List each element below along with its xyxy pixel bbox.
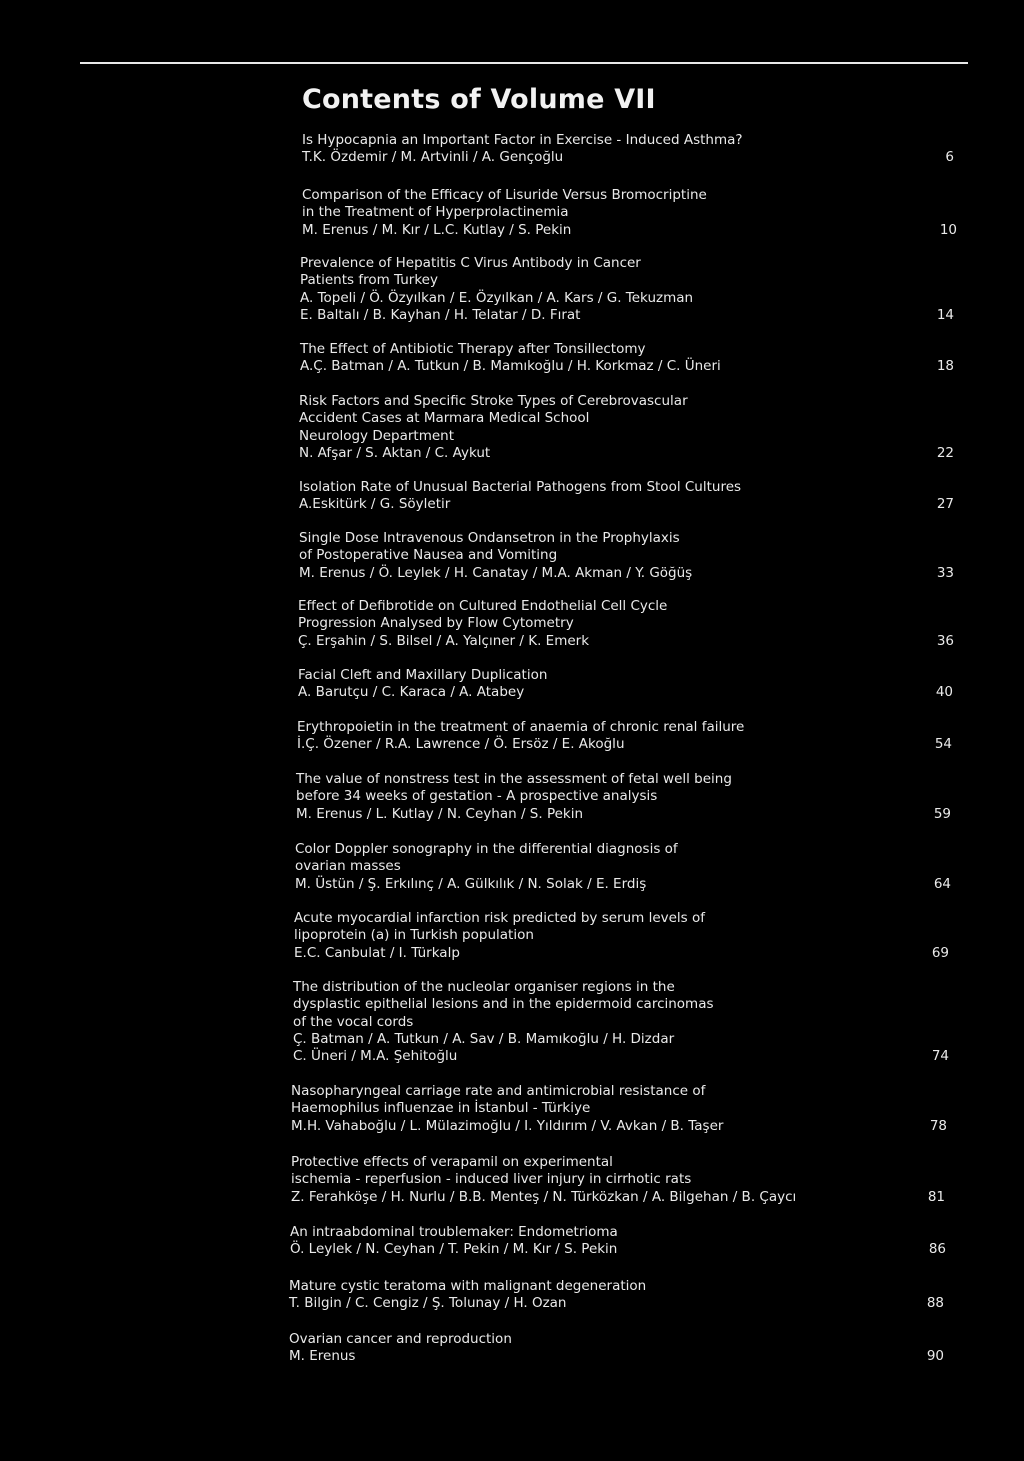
entry-title: The value of nonstress test in the assessment of fetal well being <box>296 771 732 787</box>
toc-entry <box>300 341 954 376</box>
entry-page-number: 64 <box>933 875 951 892</box>
entry-title: Acute myocardial infarction risk predicted by serum levels of <box>294 910 706 926</box>
toc-entry <box>297 719 952 754</box>
entry-authors: A.Ç. Batman / A. Tutkun / B. Mamıkoğlu / H. Korkmaz / C. Üneri <box>300 358 721 375</box>
entry-page-number: 88 <box>926 1295 944 1312</box>
entry-page-number: 90 <box>926 1348 944 1365</box>
entry-authors: T. Bilgin / C. Cengiz / Ş. Tolunay / H. Ozan <box>289 1295 567 1312</box>
toc-entry <box>300 255 954 324</box>
top-rule <box>80 62 968 64</box>
toc-entry <box>289 1278 944 1313</box>
entry-title: The Effect of Antibiotic Therapy after Tonsillectomy <box>300 341 646 357</box>
entry-title: of the vocal cords <box>293 1013 414 1030</box>
entry-title: Risk Factors and Specific Stroke Types of Cerebrovascular <box>299 393 688 409</box>
entry-authors: C. Üneri / M.A. Şehitoğlu <box>293 1048 458 1065</box>
entry-title: Facial Cleft and Maxillary Duplication <box>298 667 548 683</box>
entry-title: lipoprotein (a) in Turkish population <box>294 927 534 944</box>
entry-title: Progression Analysed by Flow Cytometry <box>298 615 574 632</box>
entry-title: Prevalence of Hepatitis C Virus Antibody in Cancer <box>300 255 641 271</box>
entry-authors: M. Erenus / M. Kır / L.C. Kutlay / S. Pekin <box>302 221 572 238</box>
entry-title: ovarian masses <box>295 858 401 875</box>
entry-title: Neurology Department <box>299 427 455 444</box>
entry-authors: Ö. Leylek / N. Ceyhan / T. Pekin / M. Kır / S. Pekin <box>290 1241 618 1258</box>
entry-title: Haemophilus influenzae in İstanbul - Türkiye <box>291 1100 591 1117</box>
entry-authors: İ.Ç. Özener / R.A. Lawrence / Ö. Ersöz / E. Akoğlu <box>297 736 625 753</box>
entry-title: in the Treatment of Hyperprolactinemia <box>302 204 569 221</box>
toc-entry <box>302 187 957 239</box>
entry-page-number: 22 <box>936 444 954 461</box>
entry-authors: E.C. Canbulat / I. Türkalp <box>294 944 460 961</box>
entry-page-number: 10 <box>939 221 957 238</box>
entry-page-number: 18 <box>936 358 954 375</box>
entry-page-number: 6 <box>945 149 954 166</box>
entry-authors: M. Üstün / Ş. Erkılınç / A. Gülkılık / N. Solak / E. Erdiş <box>295 875 647 892</box>
toc-entry <box>290 1224 946 1259</box>
entry-page-number: 27 <box>936 496 954 513</box>
toc-entry <box>293 979 949 1065</box>
entry-title: Color Doppler sonography in the differential diagnosis of <box>295 841 678 857</box>
entry-authors: Ç. Erşahin / S. Bilsel / A. Yalçıner / K. Emerk <box>298 632 590 649</box>
entry-title: before 34 weeks of gestation - A prospective analysis <box>296 788 658 805</box>
entry-authors: A. Topeli / Ö. Özyılkan / E. Özyılkan / A. Kars / G. Tekuzman <box>300 289 694 306</box>
entry-page-number: 14 <box>936 306 954 323</box>
entry-authors: Z. Ferahköşe / H. Nurlu / B.B. Menteş / N. Türközkan / A. Bilgehan / B. Çaycı <box>291 1188 797 1205</box>
entry-authors: M. Erenus / Ö. Leylek / H. Canatay / M.A. Akman / Y. Göğüş <box>299 564 693 581</box>
entry-title: Protective effects of verapamil on experimental <box>291 1154 613 1170</box>
entry-authors: M. Erenus <box>289 1348 356 1365</box>
toc-entry <box>302 132 954 167</box>
entry-title: An intraabdominal troublemaker: Endometrioma <box>290 1224 618 1240</box>
toc-entry <box>299 479 954 514</box>
entry-page-number: 36 <box>936 632 954 649</box>
entry-page-number: 74 <box>931 1048 949 1065</box>
toc-entry <box>291 1083 947 1135</box>
entry-title: Mature cystic teratoma with malignant degeneration <box>289 1278 647 1294</box>
entry-title: Erythropoietin in the treatment of anaemia of chronic renal failure <box>297 719 745 735</box>
entry-authors: E. Baltalı / B. Kayhan / H. Telatar / D. Fırat <box>300 306 581 323</box>
entry-title: Effect of Defibrotide on Cultured Endothelial Cell Cycle <box>298 598 668 614</box>
entry-authors: Ç. Batman / A. Tutkun / A. Sav / B. Mamıkoğlu / H. Dizdar <box>293 1030 675 1047</box>
entry-page-number: 59 <box>933 805 951 822</box>
entry-title: Patients from Turkey <box>300 272 438 289</box>
entry-page-number: 86 <box>928 1241 946 1258</box>
entry-title: Comparison of the Efficacy of Lisuride Versus Bromocriptine <box>302 187 707 203</box>
entry-title: Single Dose Intravenous Ondansetron in the Prophylaxis <box>299 530 680 546</box>
entry-page-number: 69 <box>931 944 949 961</box>
page-title: Contents of Volume VII <box>302 84 656 115</box>
toc-entry <box>295 841 951 893</box>
entry-page-number: 81 <box>927 1188 945 1205</box>
toc-entry <box>298 598 954 650</box>
toc-entry <box>289 1331 944 1366</box>
entry-authors: A.Eskitürk / G. Söyletir <box>299 496 451 513</box>
entry-title: The distribution of the nucleolar organiser regions in the <box>293 979 675 995</box>
entry-page-number: 33 <box>936 564 954 581</box>
toc-entry <box>296 771 951 823</box>
toc-entry <box>299 393 954 462</box>
entry-title: ischemia - reperfusion - induced liver injury in cirrhotic rats <box>291 1171 692 1188</box>
entry-page-number: 40 <box>935 684 953 701</box>
entry-title: Is Hypocapnia an Important Factor in Exercise - Induced Asthma? <box>302 132 743 148</box>
entry-page-number: 54 <box>934 736 952 753</box>
entry-authors: N. Afşar / S. Aktan / C. Aykut <box>299 444 491 461</box>
toc-entry <box>291 1154 945 1206</box>
toc-entry <box>298 667 953 702</box>
toc-entry <box>294 910 949 962</box>
entry-authors: M. Erenus / L. Kutlay / N. Ceyhan / S. Pekin <box>296 805 584 822</box>
entry-title: of Postoperative Nausea and Vomiting <box>299 547 558 564</box>
entry-authors: A. Barutçu / C. Karaca / A. Atabey <box>298 684 525 701</box>
entry-title: Isolation Rate of Unusual Bacterial Pathogens from Stool Cultures <box>299 479 742 495</box>
entry-title: dysplastic epithelial lesions and in the epidermoid carcinomas <box>293 996 714 1013</box>
entry-title: Accident Cases at Marmara Medical School <box>299 410 590 427</box>
entry-title: Nasopharyngeal carriage rate and antimicrobial resistance of <box>291 1083 706 1099</box>
entry-page-number: 78 <box>929 1117 947 1134</box>
toc-entry <box>299 530 954 582</box>
entry-title: Ovarian cancer and reproduction <box>289 1331 512 1347</box>
entry-authors: T.K. Özdemir / M. Artvinli / A. Gençoğlu <box>302 149 564 166</box>
entry-authors: M.H. Vahaboğlu / L. Mülazimoğlu / I. Yıldırım / V. Avkan / B. Taşer <box>291 1117 724 1134</box>
